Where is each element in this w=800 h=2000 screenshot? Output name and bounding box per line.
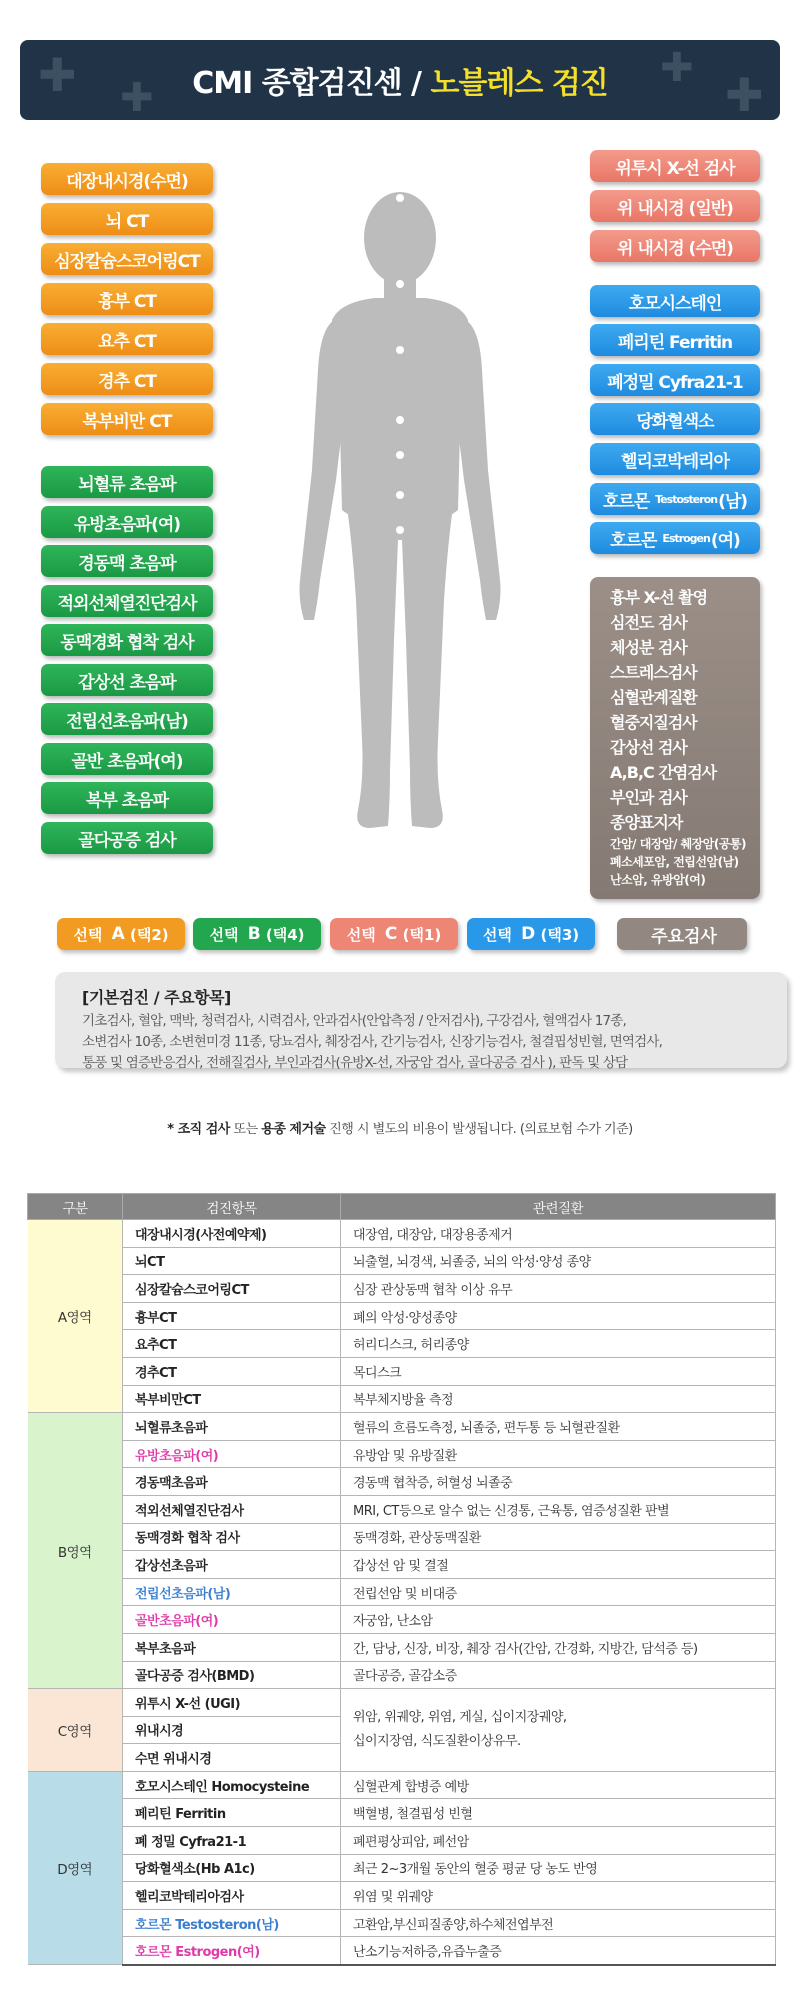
basic-exam-box xyxy=(55,972,787,1071)
related-disease: 골다공증, 골감소증 xyxy=(341,1661,776,1689)
option-a-item: 요추 CT xyxy=(41,323,213,355)
exam-item: 폐 정밀 Cyfra21-1 xyxy=(123,1827,341,1855)
cross-decoration-icon: ✚ xyxy=(38,48,77,102)
exam-item: 수면 위내시경 xyxy=(123,1744,341,1772)
group-label: C영역 xyxy=(28,1689,123,1772)
exam-item: 요추CT xyxy=(123,1330,341,1358)
table-row xyxy=(28,1220,776,1248)
legend-prefix: 선택 xyxy=(346,925,376,944)
option-b-item: 복부 초음파 xyxy=(41,782,213,814)
hormone-main-label: 호르몬 xyxy=(602,491,650,512)
related-disease: 경동맥 협착증, 허혈성 뇌졸중 xyxy=(341,1468,776,1496)
option-c-item: 위투시 X-선 검사 xyxy=(590,150,760,182)
option-b-item: 동맥경화 협착 검사 xyxy=(41,624,213,656)
option-d-item: 폐정밀 Cyfra21-1 xyxy=(590,364,760,396)
tumor-marker-subitem: 간암/ 대장암/ 췌장암(공통) xyxy=(610,837,747,851)
note-text: 또는 xyxy=(229,1122,262,1137)
exam-item: 뇌혈류초음파 xyxy=(123,1413,341,1441)
group-label: A영역 xyxy=(28,1220,123,1413)
table-row xyxy=(28,1302,776,1330)
option-a-item: 대장내시경(수면) xyxy=(41,163,213,195)
legend-prefix: 선택 xyxy=(482,925,512,944)
related-disease: 심장 관상동맥 협착 이상 유무 xyxy=(341,1275,776,1303)
exam-item: 적외선체열진단검사 xyxy=(123,1495,341,1523)
cross-decoration-icon: ✚ xyxy=(120,75,154,120)
exam-item: 호르몬 Testosteron(남) xyxy=(123,1909,341,1937)
exam-item: 복부비만CT xyxy=(123,1385,341,1413)
legend-suffix: (택1) xyxy=(402,925,442,944)
exam-item: 복부초음파 xyxy=(123,1633,341,1661)
table-row xyxy=(28,1495,776,1523)
table-row xyxy=(28,1330,776,1358)
main-exam-item: 흉부 X-선 촬영 xyxy=(610,588,708,607)
exam-item: 유방초음파(여) xyxy=(123,1440,341,1468)
option-b-item: 뇌혈류 초음파 xyxy=(41,466,213,498)
exam-item: 호모시스테인 Homocysteine xyxy=(123,1771,341,1799)
related-disease: 심혈관계 합병증 예방 xyxy=(341,1771,776,1799)
cost-note xyxy=(0,1118,800,1137)
note-text: 진행 시 별도의 비용이 발생됩니다. (의료보험 수가 기준) xyxy=(325,1122,633,1137)
legend-option-d xyxy=(467,918,595,950)
main-exam-item: 혈중지질검사 xyxy=(610,713,697,732)
table-row xyxy=(28,1413,776,1441)
related-disease: 위염 및 위궤양 xyxy=(341,1882,776,1910)
exam-item: 심장칼슘스코어링CT xyxy=(123,1275,341,1303)
main-exam-item: 체성분 검사 xyxy=(610,638,687,657)
exam-item: 경추CT xyxy=(123,1357,341,1385)
related-disease: 복부체지방율 측정 xyxy=(341,1385,776,1413)
legend-letter: C xyxy=(384,924,398,944)
option-b-item: 전립선초음파(남) xyxy=(41,703,213,735)
table-row xyxy=(28,1909,776,1937)
exam-item: 골다공증 검사(BMD) xyxy=(123,1661,341,1689)
hormone-sub-label: Testosteron xyxy=(655,492,718,506)
related-disease: 폐의 악성·양성종양 xyxy=(341,1302,776,1330)
column-header: 구분 xyxy=(28,1194,123,1220)
exam-item: 뇌CT xyxy=(123,1247,341,1275)
note-bold-text: 조직 검사 xyxy=(177,1122,230,1137)
main-exam-item: 스트레스검사 xyxy=(610,663,697,682)
related-disease: 백혈병, 철결핍성 빈혈 xyxy=(341,1799,776,1827)
exam-item: 당화혈색소(Hb A1c) xyxy=(123,1854,341,1882)
option-d-item: 호모시스테인 xyxy=(590,285,760,317)
option-b-item: 골다공증 검사 xyxy=(41,822,213,854)
option-a-item: 복부비만 CT xyxy=(41,403,213,435)
related-disease: 간, 담낭, 신장, 비장, 췌장 검사(간암, 간경화, 지방간, 담석증 등) xyxy=(341,1633,776,1661)
basic-exam-line: 소변검사 10종, 소변현미경 11종, 당뇨검사, 췌장검사, 간기능검사, 신장기능검사, 철결핍성빈혈, 면역검사, xyxy=(82,1034,663,1050)
legend-letter: B xyxy=(247,924,261,944)
table-row xyxy=(28,1523,776,1551)
option-b-item: 유방초음파(여) xyxy=(41,506,213,538)
related-disease: 혈류의 흐름도측정, 뇌졸중, 편두통 등 뇌혈관질환 xyxy=(341,1413,776,1441)
legend-letter: A xyxy=(111,924,125,944)
exam-item: 위내시경 xyxy=(123,1716,341,1744)
legend-prefix: 선택 xyxy=(73,925,103,944)
table-row xyxy=(28,1827,776,1855)
related-disease: 폐편평상피암, 폐선암 xyxy=(341,1827,776,1855)
hormone-sub-label: Estrogen xyxy=(662,531,710,545)
hormone-main-label: 호르몬 xyxy=(610,530,657,551)
main-exam-item: 갑상선 검사 xyxy=(610,738,687,757)
main-exam-item: A,B,C 간염검사 xyxy=(610,763,717,782)
related-disease-line: 십이지장염, 식도질환이상유무. xyxy=(353,1733,521,1749)
option-a-item: 심장칼슘스코어링CT xyxy=(41,243,213,275)
related-disease: MRI, CT등으로 알수 없는 신경통, 근육통, 염증성질환 판별 xyxy=(341,1495,776,1523)
hormone-tail-label: (여) xyxy=(710,530,740,551)
basic-exam-line: 기초검사, 혈압, 맥박, 청력검사, 시력검사, 안과검사(안압측정 / 안저검사), 구강검사, 혈액검사 17종, xyxy=(82,1013,627,1029)
title-center-name: CMI 종합검진센 / xyxy=(192,66,431,101)
option-c-item: 위 내시경 (일반) xyxy=(590,190,760,222)
exam-item: 경동맥초음파 xyxy=(123,1468,341,1496)
related-disease: 자궁암, 난소암 xyxy=(341,1606,776,1634)
exam-item: 대장내시경(사전예약제) xyxy=(123,1220,341,1248)
table-row xyxy=(28,1440,776,1468)
related-disease: 유방암 및 유방질환 xyxy=(341,1440,776,1468)
related-disease: 목디스크 xyxy=(341,1357,776,1385)
title-program-name: 노블레스 검진 xyxy=(430,66,608,101)
option-d-item: 헬리코박테리아 xyxy=(590,443,760,475)
main-exam-item: 심전도 검사 xyxy=(610,613,687,632)
table-row xyxy=(28,1578,776,1606)
table-row xyxy=(28,1551,776,1579)
exam-item: 골반초음파(여) xyxy=(123,1606,341,1634)
legend-option-c xyxy=(330,918,458,950)
related-disease xyxy=(341,1689,776,1772)
option-d-item xyxy=(590,483,760,515)
table-row xyxy=(28,1937,776,1965)
group-label: B영역 xyxy=(28,1413,123,1689)
exam-item: 갑상선초음파 xyxy=(123,1551,341,1579)
option-d-item: 페리틴 Ferritin xyxy=(590,324,760,356)
exam-item: 전립선초음파(남) xyxy=(123,1578,341,1606)
option-b-item: 적외선체열진단검사 xyxy=(41,585,213,617)
cross-decoration-icon: ✚ xyxy=(660,45,694,91)
table-row xyxy=(28,1633,776,1661)
option-a-item: 뇌 CT xyxy=(41,203,213,235)
table-row xyxy=(28,1799,776,1827)
legend-suffix: (택2) xyxy=(129,925,169,944)
related-disease: 동맥경화, 관상동맥질환 xyxy=(341,1523,776,1551)
legend-main-exam xyxy=(617,918,747,950)
table-row xyxy=(28,1661,776,1689)
legend-option-a xyxy=(57,918,185,950)
basic-exam-title: [기본검진 / 주요항목] xyxy=(82,988,231,1007)
table-row xyxy=(28,1275,776,1303)
human-body-silhouette-icon xyxy=(290,180,510,835)
column-header: 관련질환 xyxy=(341,1194,776,1220)
table-row xyxy=(28,1854,776,1882)
option-a-item: 경추 CT xyxy=(41,363,213,395)
legend-label: 주요검사 xyxy=(651,926,717,947)
related-disease: 허리디스크, 허리종양 xyxy=(341,1330,776,1358)
main-exam-box xyxy=(590,577,760,899)
page-header xyxy=(20,40,780,120)
legend-suffix: (택4) xyxy=(265,925,305,944)
exam-table xyxy=(27,1193,776,1966)
legend-suffix: (택3) xyxy=(540,925,580,944)
related-disease: 난소기능저하증,유즙누출증 xyxy=(341,1937,776,1965)
main-exam-item: 부인과 검사 xyxy=(610,788,687,807)
note-bold-text: 용종 제거술 xyxy=(261,1122,326,1137)
table-row xyxy=(28,1882,776,1910)
related-disease: 뇌출혈, 뇌경색, 뇌졸중, 뇌의 악성·양성 종양 xyxy=(341,1247,776,1275)
exam-item: 위투시 X-선 (UGI) xyxy=(123,1689,341,1717)
tumor-marker-subitem: 난소암, 유방암(여) xyxy=(610,873,706,887)
main-exam-item: 종양표지자 xyxy=(610,813,683,832)
related-disease: 대장염, 대장암, 대장용종제거 xyxy=(341,1220,776,1248)
column-header: 검진항목 xyxy=(123,1194,341,1220)
exam-item: 흉부CT xyxy=(123,1302,341,1330)
table-row xyxy=(28,1606,776,1634)
related-disease-line: 위암, 위궤양, 위염, 게실, 십이지장궤양, xyxy=(353,1709,567,1725)
table-row xyxy=(28,1468,776,1496)
related-disease: 최근 2~3개월 동안의 혈중 평균 당 농도 반영 xyxy=(341,1854,776,1882)
exam-item: 페리틴 Ferritin xyxy=(123,1799,341,1827)
option-b-item: 골반 초음파(여) xyxy=(41,743,213,775)
exam-item: 헬리코박테리아검사 xyxy=(123,1882,341,1910)
option-b-item: 경동맥 초음파 xyxy=(41,545,213,577)
main-exam-item: 심혈관계질환 xyxy=(610,688,697,707)
hormone-tail-label: (남) xyxy=(718,491,748,512)
option-a-item: 흉부 CT xyxy=(41,283,213,315)
legend-prefix: 선택 xyxy=(209,925,239,944)
option-d-item xyxy=(590,522,760,554)
note-star: * xyxy=(167,1122,178,1137)
table-row xyxy=(28,1357,776,1385)
exam-item: 호르몬 Estrogen(여) xyxy=(123,1937,341,1965)
table-row xyxy=(28,1385,776,1413)
tumor-marker-subitem: 폐소세포암, 전립선암(남) xyxy=(610,855,739,869)
option-c-item: 위 내시경 (수면) xyxy=(590,230,760,262)
related-disease: 고환암,부신피질종양,하수체전엽부전 xyxy=(341,1909,776,1937)
table-row xyxy=(28,1689,776,1717)
page-title xyxy=(192,58,608,102)
legend-option-b xyxy=(193,918,321,950)
basic-exam-line: 통풍 및 염증반응검사, 전해질검사, 부인과검사(유방X-선, 자궁암 검사, 골다공증 검사 ), 판독 및 상담 xyxy=(82,1055,628,1071)
cross-decoration-icon: ✚ xyxy=(725,68,764,120)
table-header-row xyxy=(28,1194,776,1220)
group-label: D영역 xyxy=(28,1771,123,1964)
option-b-item: 갑상선 초음파 xyxy=(41,664,213,696)
table-row xyxy=(28,1771,776,1799)
legend-letter: D xyxy=(521,924,536,944)
related-disease: 전립선암 및 비대증 xyxy=(341,1578,776,1606)
related-disease: 갑상선 암 및 결절 xyxy=(341,1551,776,1579)
exam-item: 동맥경화 협착 검사 xyxy=(123,1523,341,1551)
table-row xyxy=(28,1247,776,1275)
option-d-item: 당화혈색소 xyxy=(590,403,760,435)
